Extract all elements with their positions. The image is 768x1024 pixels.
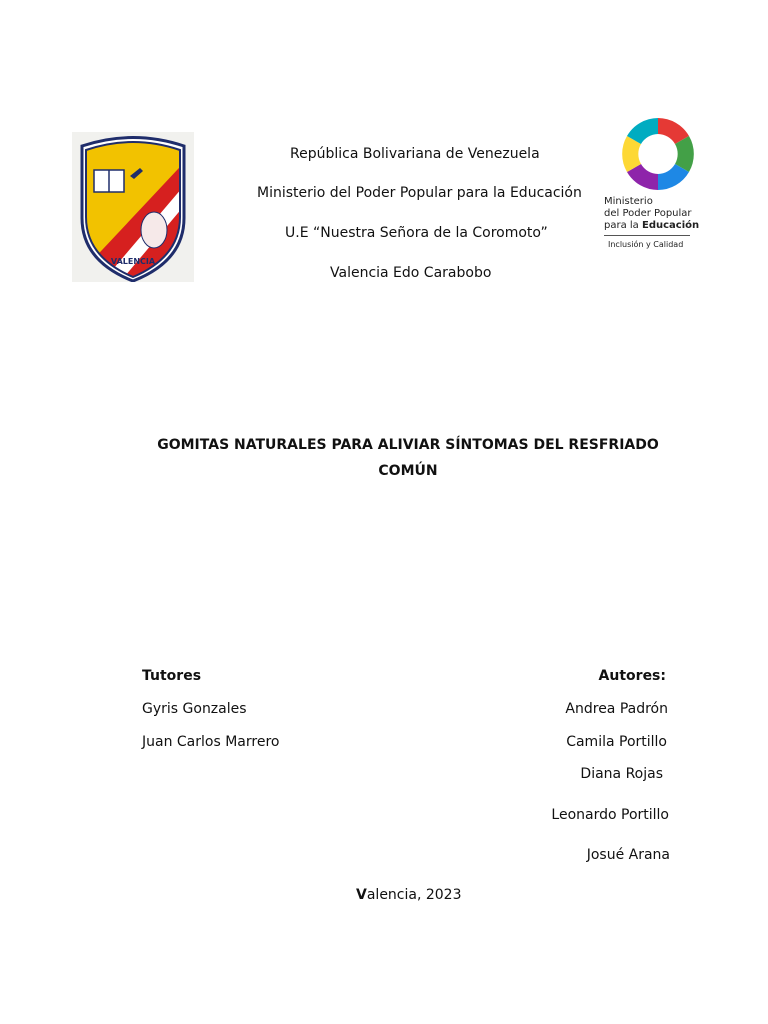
ministry-logo-tagline: Inclusión y Calidad bbox=[608, 240, 684, 249]
footer-first-letter: V bbox=[356, 887, 367, 903]
tutor-name-1: Gyris Gonzales bbox=[142, 701, 247, 717]
school-crest-logo bbox=[72, 132, 194, 282]
author-name-2: Camila Portillo bbox=[566, 734, 667, 750]
tutor-name-2: Juan Carlos Marrero bbox=[142, 734, 280, 750]
crest-bottom-label: VALENCIA bbox=[110, 257, 156, 266]
header-republic: República Bolivariana de Venezuela bbox=[290, 146, 540, 162]
ministry-logo-line3-bold: Educación bbox=[641, 220, 700, 231]
footer-rest: alencia, 2023 bbox=[366, 887, 462, 903]
header-school: U.E “Nuestra Señora de la Coromoto” bbox=[285, 225, 548, 241]
author-name-5: Josué Arana bbox=[586, 847, 670, 863]
ministry-logo-line3 bbox=[604, 220, 699, 231]
ministry-logo-line1: Ministerio bbox=[604, 196, 653, 207]
author-name-1: Andrea Padrón bbox=[565, 701, 668, 717]
footer-place-date bbox=[356, 887, 462, 903]
ministry-ring-icon bbox=[598, 112, 698, 194]
header-city: Valencia Edo Carabobo bbox=[330, 265, 492, 281]
author-name-3: Diana Rojas bbox=[580, 766, 663, 782]
ministry-education-logo bbox=[598, 112, 698, 257]
ministry-logo-line3-prefix: para la bbox=[604, 220, 642, 231]
document-title: GOMITAS NATURALES PARA ALIVIAR SÍNTOMAS DEL RESFRIADO COMÚN bbox=[157, 437, 659, 479]
authors-heading: Autores: bbox=[598, 668, 666, 684]
header-ministry: Ministerio del Poder Popular para la Educación bbox=[257, 185, 582, 201]
ministry-logo-line2: del Poder Popular bbox=[604, 208, 692, 219]
author-name-4: Leonardo Portillo bbox=[551, 807, 669, 823]
ministry-logo-divider bbox=[604, 235, 690, 236]
tutors-heading: Tutores bbox=[142, 668, 202, 684]
